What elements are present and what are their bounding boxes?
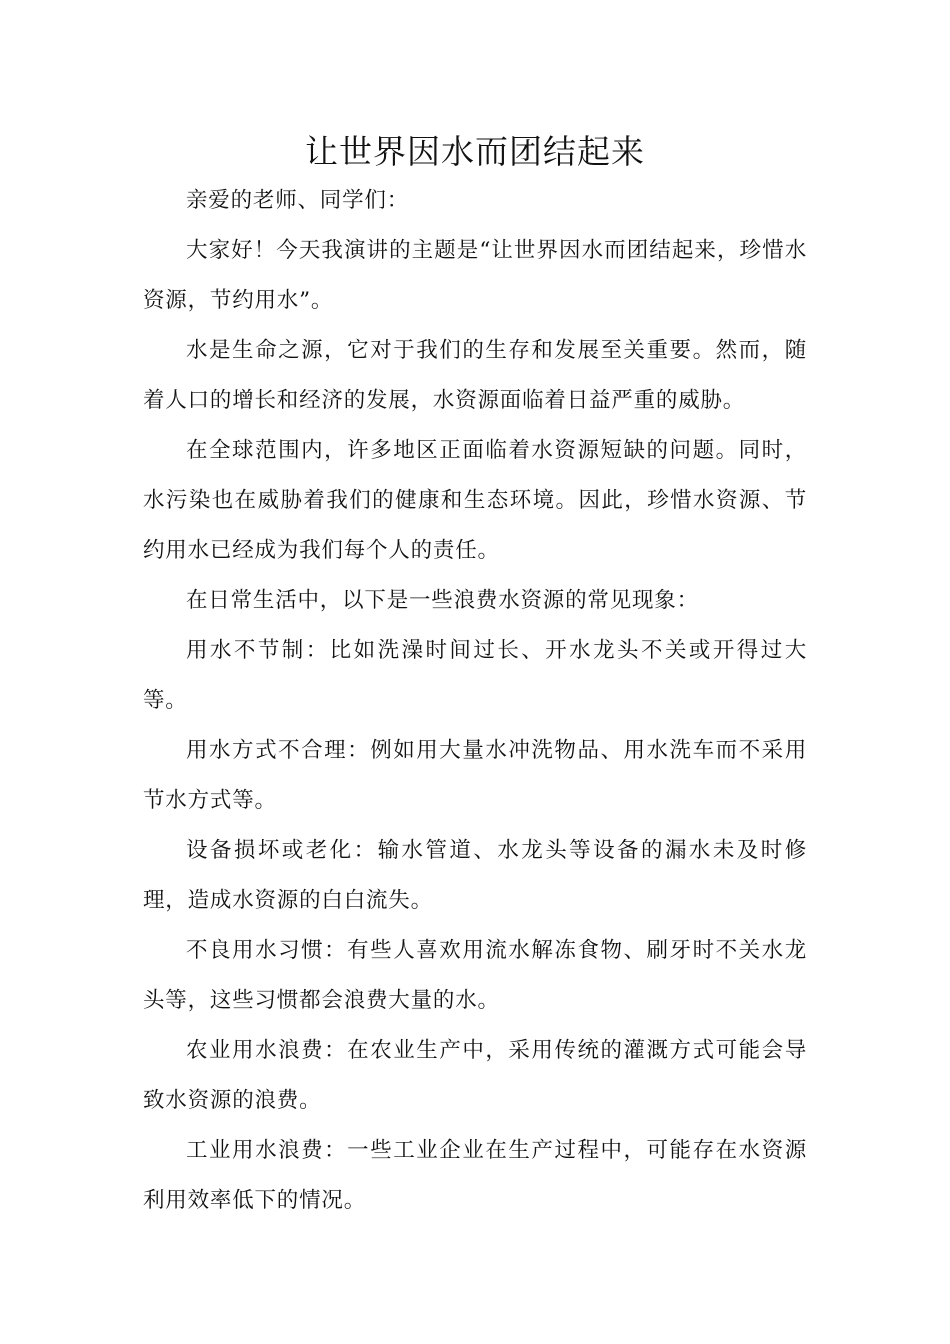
- list-item-agriculture-waste: 农业用水浪费：在农业生产中，采用传统的灌溉方式可能会导致水资源的浪费。: [143, 1038, 807, 1113]
- list-item-improper-method: 用水方式不合理：例如用大量水冲洗物品、用水洗车而不采用节水方式等。: [143, 738, 807, 813]
- list-item-uncontrolled-use: 用水不节制：比如洗澡时间过长、开水龙头不关或开得过大等。: [143, 638, 807, 713]
- list-item-industry-waste: 工业用水浪费：一些工业企业在生产过程中，可能存在水资源利用效率低下的情况。: [143, 1138, 807, 1213]
- paragraph-global-shortage: 在全球范围内，许多地区正面临着水资源短缺的问题。同时，水污染也在威胁着我们的健康和生态环境。因此，珍惜水资源、节约用水已经成为我们每个人的责任。: [143, 438, 807, 563]
- salutation: 亲爱的老师、同学们：: [186, 188, 410, 213]
- paragraph-waste-intro: 在日常生活中，以下是一些浪费水资源的常见现象：: [186, 588, 699, 613]
- document-title: 让世界因水而团结起来: [305, 132, 645, 171]
- list-item-bad-habits: 不良用水习惯：有些人喜欢用流水解冻食物、刷牙时不关水龙头等，这些习惯都会浪费大量的水。: [143, 938, 807, 1013]
- list-item-equipment-damage: 设备损坏或老化：输水管道、水龙头等设备的漏水未及时修理，造成水资源的白白流失。: [143, 838, 807, 913]
- paragraph-water-source: 水是生命之源，它对于我们的生存和发展至关重要。然而，随着人口的增长和经济的发展，水资源面临着日益严重的威胁。: [143, 338, 807, 413]
- document-body: [143, 176, 807, 1226]
- paragraph-greeting: 大家好！今天我演讲的主题是“让世界因水而团结起来，珍惜水资源，节约用水”。: [143, 238, 807, 313]
